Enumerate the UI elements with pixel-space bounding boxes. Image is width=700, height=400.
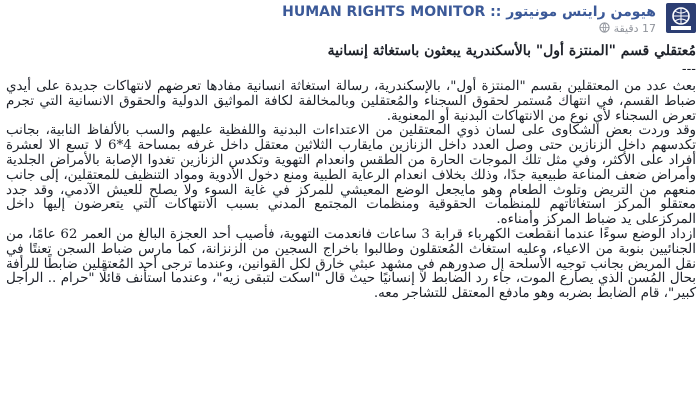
post-header xyxy=(0,0,700,36)
post-paragraph-2: وقد وردت بعض الشكاوى على لسان ذوي المعتقلين من الاعتداءات البدنية واللفظية عليهم والسب بالألفاظ النابية، بجانب تكدسهم داخل الزنازين حتى وصل العدد داخل الزنازين مايقارب الثلاثين معتقل داخل غرفه بمساحة 4*6 لا تسع الا لعشرة أفراد على الأكثر، وفي مثل تلك الموجات الحارة من الطقس وانعدام التهوية وتكدس الزنازين تغدوا الإصابة بالأمراض الجلدية وأمراض ضعف المناعة طبيعية جدًا، وذلك بخلاف انعدام الرعاية الطبية ومنع دخول الأدوية ومواد التنظيف للمعتقلين، إلى جانب منعهم من التريض وتلوث الطعام وهو مايجعل الوضع المعيشي للمركز في غاية السوء ولا يصلح للعيش الآدمي، وقد جدد معتقلو المركز استغاثاتهم للمنظمات الحقوقية ومنظمات المجتمع المدني بسبب الانتهاكات التي يتعرضون إليها داخل المركزعلى يد ضباط المركز وأمناءه. xyxy=(6,123,696,228)
post-title: مُعتقلي قسم "المنتزة أول" بالأسكندرية يبعثون باستغاثة إنسانية xyxy=(327,43,696,59)
post-time[interactable]: 17 دقيقة xyxy=(613,22,656,35)
globe-icon xyxy=(599,22,610,36)
page-avatar[interactable] xyxy=(666,3,696,33)
post-paragraph-3: ازداد الوضع سوءًا عندما انقطعت الكهرباء قرابة 3 ساعات فانعدمت التهوية، فأصيب أحد العجزة البالغ من العمر 62 عامًا، من الجنائيين بنوبة من الاعياء، وعليه استغاث المُعتقلون وطالبوا باخراج السجين من الزنزانة، كما مارس ضباط السجن تعنتًا في نقل المريض بجانب توجيه الأسلحة إل صدورهم في مشهد عبثي خارق لكل القوانين، وعندما ترجى أحد المُعتقلين ضابطًا للرأفة بحال المُسن الذي يصارع الموت، جاء رد الضابط لا إنسانيًا حيث قال "اسكت لتبقى زيه"، وعندما استأنف قائلًا "حرام .. الراجل كبير"، قام الضابط بضربه وهو مادفع المعتقل للتشاجر معه. xyxy=(6,226,697,302)
post-timestamp[interactable] xyxy=(596,22,656,36)
post-body xyxy=(6,80,696,302)
post-paragraph-1: بعث عدد من المعتقلين بقسم "المنتزة أول"، بالإسكندرية، رسالة استغاثة انسانية مفادها تعرضهم لانتهاكات جديدة على أيدي ضباط القسم، في انتهاك مُستمر لحقوق السجناء والمُعتقلين وبالمخالفة لكافة المواثيق الدولية والحقوق الانسانية التي تجرم تعرض السجناء لأي نوع من الانتهاكات البدنية أو المعنوية. xyxy=(6,79,696,124)
hrm-logo-icon xyxy=(666,3,696,33)
page-name-link[interactable]: هيومن رايتس مونيتور :: HUMAN RIGHTS MONITOR xyxy=(282,4,656,20)
post-separator: --- xyxy=(681,62,696,77)
